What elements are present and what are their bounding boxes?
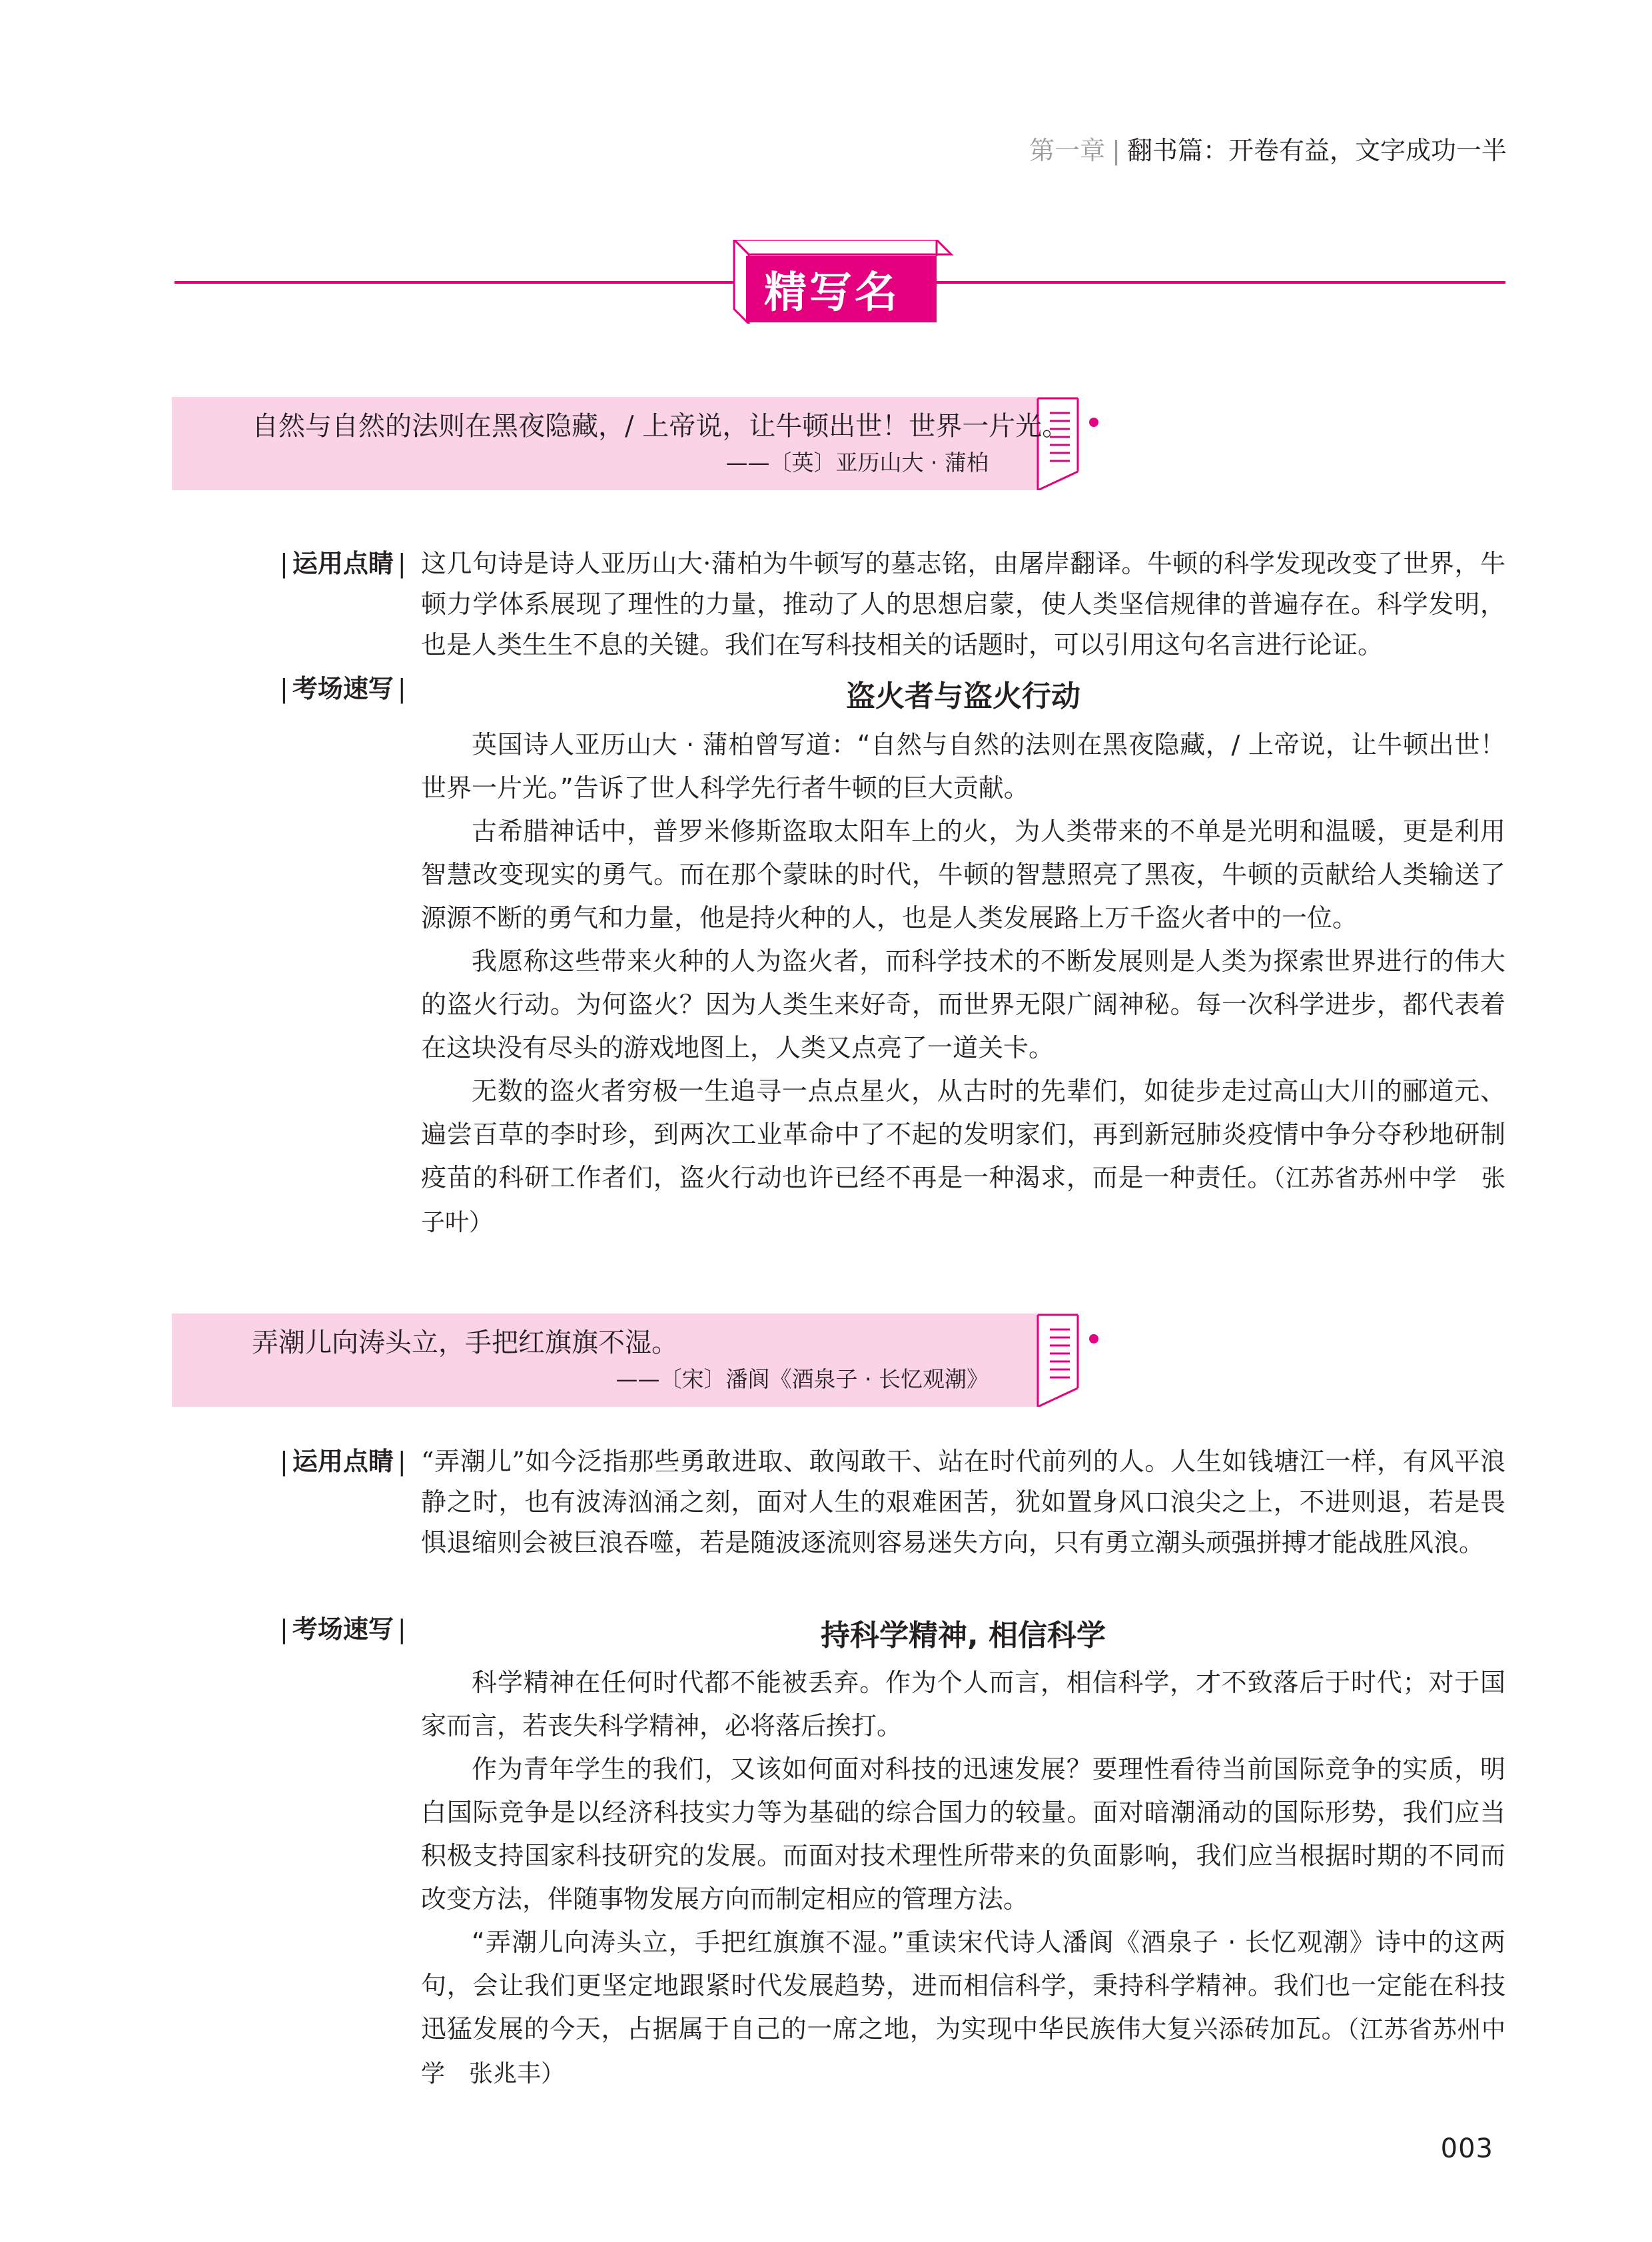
quote-text: 弄潮儿向涛头立，手把红旗旗不湿。 (252, 1327, 678, 1358)
quote-box (172, 397, 1108, 490)
running-header (1029, 131, 1507, 171)
usage-label: | 运用点睛 | (280, 1447, 406, 1476)
chapter-number: 第一章 (1029, 136, 1106, 165)
essay-paragraph: 古希腊神话中，普罗米修斯盗取太阳车上的火，为人类带来的不单是光明和温暖，更是利用智慧改变现实的勇气。而在那个蒙昧的时代，牛顿的智慧照亮了黑夜，牛顿的贡献给人类输送了源源不断的勇气和力量，他是持火种的人，也是人类发展路上万千盗火者中的一位。 (421, 817, 1505, 933)
section-title: 精写名言 (764, 268, 900, 374)
essay-body (421, 723, 1505, 1244)
exam-label: | 考场速写 | (280, 1615, 406, 1644)
essay-paragraph: 英国诗人亚历山大 · 蒲柏曾写道：“自然与自然的法则在黑夜隐藏，/ 上帝说，让牛顿出世！世界一片光。”告诉了世人科学先行者牛顿的巨大贡献。 (421, 730, 1505, 803)
essay-paragraph: 作为青年学生的我们，又该如何面对科技的迅速发展？要理性看待当前国际竞争的实质，明白国际竞争是以经济科技实力等为基础的综合国力的较量。面对暗潮涌动的国际形势，我们应当积极支持国家科技研究的发展。而面对技术理性所带来的负面影响，我们应当根据时期的不同而改变方法，伴随事物发展方向而制定相应的管理方法。 (421, 1754, 1505, 1914)
essay-paragraph: “弄潮儿向涛头立，手把红旗旗不湿。”重读宋代诗人潘阆《酒泉子 · 长忆观潮》诗中的这两句，会让我们更坚定地跟紧时代发展趋势，进而相信科学，秉持科学精神。我们也一定能在科技迅猛发展的今天，占据属于自己的一席之地，为实现中华民族伟大复兴添砖加瓦。（江苏省苏州中学 张兆丰） (421, 1928, 1505, 2087)
quote-box (172, 1313, 1108, 1407)
essay-author: （江苏省苏州中学 张子叶） (421, 1165, 1505, 1236)
essay-author: （江苏省苏州中学 张兆丰） (421, 2016, 1505, 2087)
usage-note: 这几句诗是诗人亚历山大·蒲柏为牛顿写的墓志铭，由屠岸翻译。牛顿的科学发现改变了世界，牛顿力学体系展现了理性的力量，推动了人的思想启蒙，使人类坚信规律的普遍存在。科学发明，也是人类生生不息的关键。我们在写科技相关的话题时，可以引用这句名言进行论证。 (421, 549, 1505, 659)
section-banner (725, 240, 954, 374)
quote-attribution: ——〔英〕亚历山大 · 蒲柏 (725, 450, 989, 476)
header-separator: | (1112, 136, 1120, 165)
exam-label: | 考场速写 | (280, 674, 406, 703)
quote-attribution: ——〔宋〕潘阆《酒泉子 · 长忆观潮》 (616, 1366, 989, 1392)
essay-title: 持科学精神, 相信科学 (820, 1619, 1106, 1653)
essay-paragraph: 我愿称这些带来火种的人为盗火者，而科学技术的不断发展则是人类为探索世界进行的伟大的盗火行动。为何盗火？因为人类生来好奇，而世界无限广阔神秘。每一次科学进步，都代表着在这块没有尽头的游戏地图上，人类又点亮了一道关卡。 (421, 946, 1505, 1062)
usage-note: “弄潮儿”如今泛指那些勇敢进取、敢闯敢干、站在时代前列的人。人生如钱塘江一样，有风平浪静之时，也有波涛汹涌之刻，面对人生的艰难困苦，犹如置身风口浪尖之上，不进则退，若是畏惧退缩则会被巨浪吞噬，若是随波逐流则容易迷失方向，只有勇立潮头顽强拼搏才能战胜风浪。 (421, 1447, 1505, 1557)
chapter-title: 翻书篇：开卷有益，文字成功一半 (1126, 136, 1507, 165)
essay-body (421, 1661, 1505, 2095)
essay-paragraph: 无数的盗火者穷极一生追寻一点点星火，从古时的先辈们，如徒步走过高山大川的郦道元、遍尝百草的李时珍，到两次工业革命中了不起的发明家们，再到新冠肺炎疫情中争分夺秒地研制疫苗的科研工作者们，盗火行动也许已经不再是一种渴求，而是一种责任。（江苏省苏州中学 张子叶） (421, 1076, 1505, 1236)
essay-title: 盗火者与盗火行动 (846, 679, 1080, 713)
usage-label: | 运用点睛 | (280, 549, 406, 578)
page-number: 003 (1440, 2133, 1493, 2164)
essay-paragraph: 科学精神在任何时代都不能被丢弃。作为个人而言，相信科学，才不致落后于时代；对于国家而言，若丧失科学精神，必将落后挨打。 (421, 1668, 1505, 1740)
quote-text: 自然与自然的法则在黑夜隐藏，/ 上帝说，让牛顿出世！世界一片光。 (252, 411, 1069, 442)
